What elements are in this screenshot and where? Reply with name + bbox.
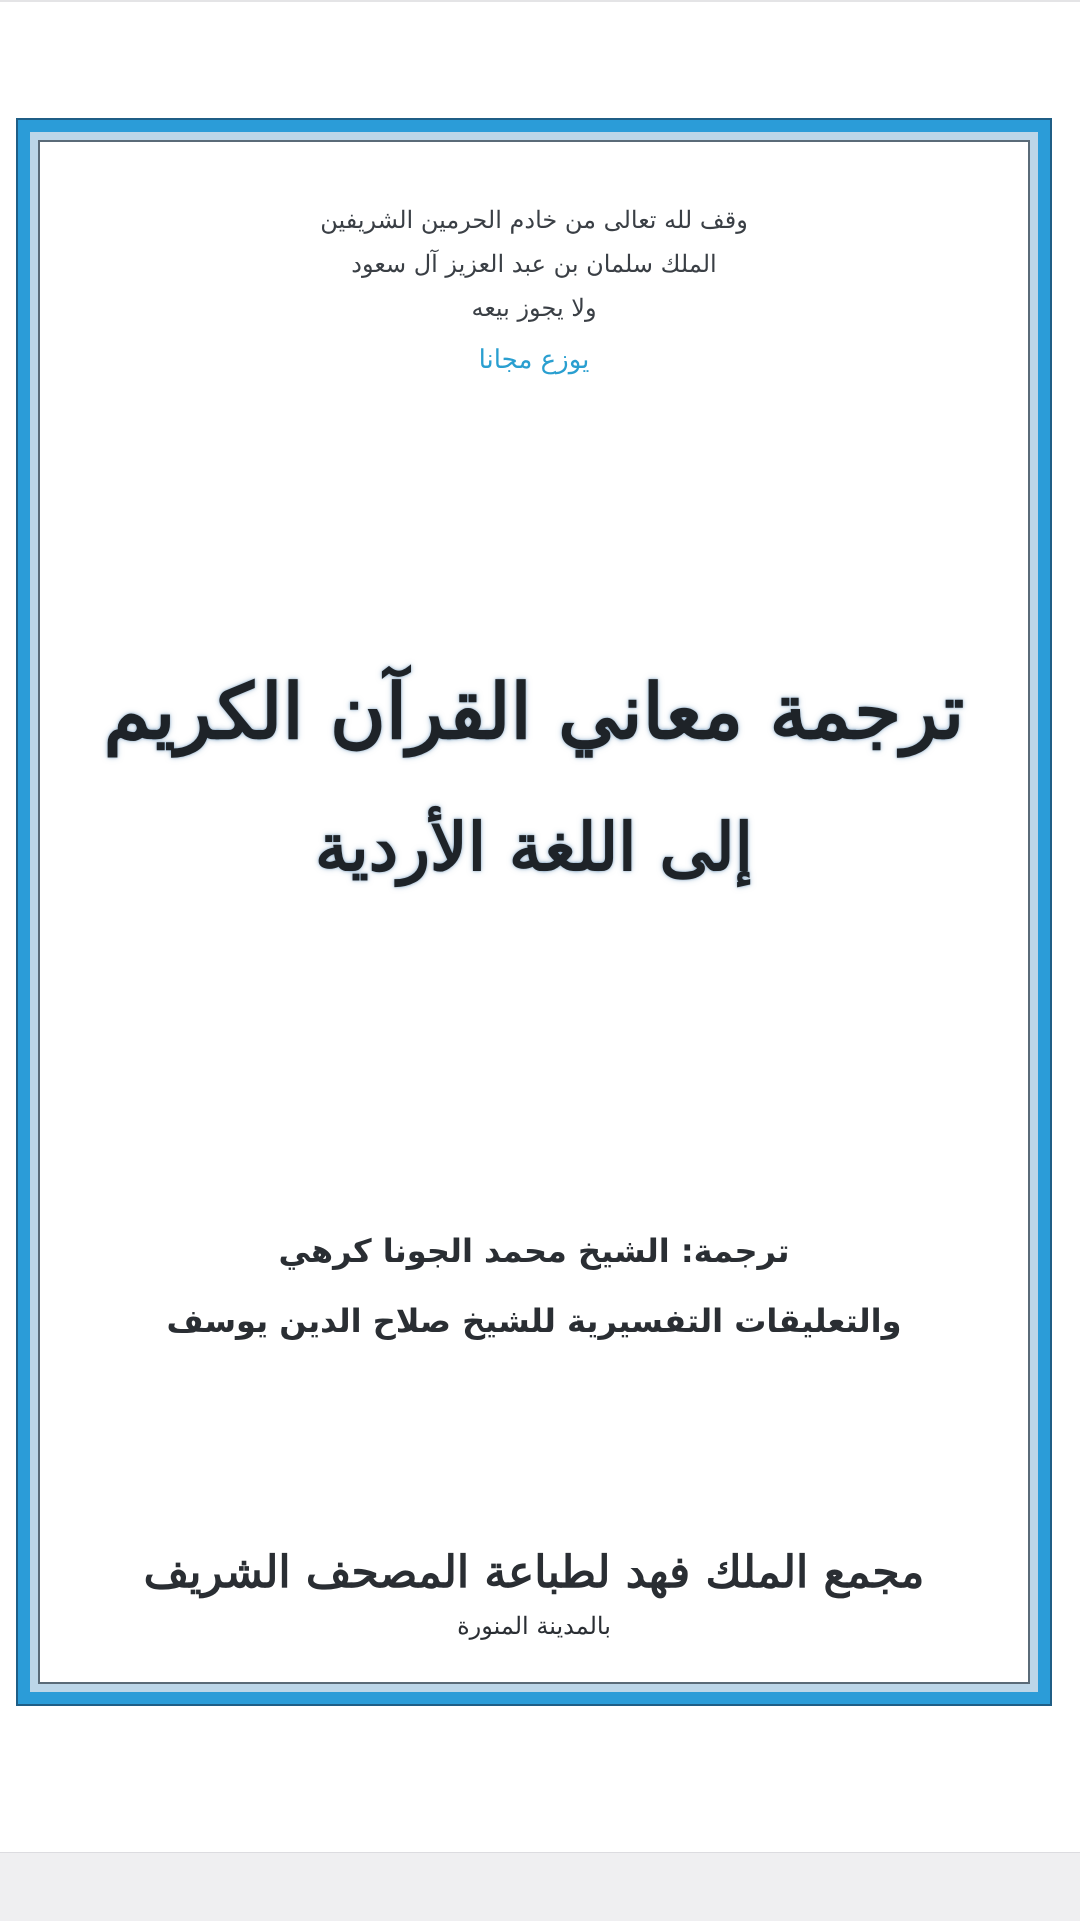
waqf-line: الملك سلمان بن عبد العزيز آل سعود [351,250,717,278]
publisher [40,1538,1028,1644]
book-title [40,642,1028,912]
cover-page [38,140,1030,1684]
waqf-line: وقف لله تعالى من خادم الحرمين الشريفين [320,206,748,234]
waqf-statement [40,198,1028,386]
free-distribution-note: يوزع مجانا [478,345,590,375]
commentary-credit: والتعليقات التفسيرية للشيخ صلاح الدين يوسف [166,1302,902,1340]
bottom-toolbar [0,1852,1080,1921]
title-sub: إلى اللغة الأردية [315,808,753,886]
translator-credit: ترجمة: الشيخ محمد الجونا كرهي [278,1232,790,1270]
waqf-line: ولا يجوز بيعه [471,294,597,322]
credits [40,1216,1028,1356]
title-main: ترجمة معاني القرآن الكريم [103,667,965,756]
top-edge-divider [0,0,1080,2]
decorative-frame [16,118,1052,1706]
cover-content [40,142,1028,1682]
publisher-name: مجمع الملك فهد لطباعة المصحف الشريف [143,1547,925,1598]
publisher-city: بالمدينة المنورة [457,1612,611,1640]
frame-light-band [30,132,1038,1692]
